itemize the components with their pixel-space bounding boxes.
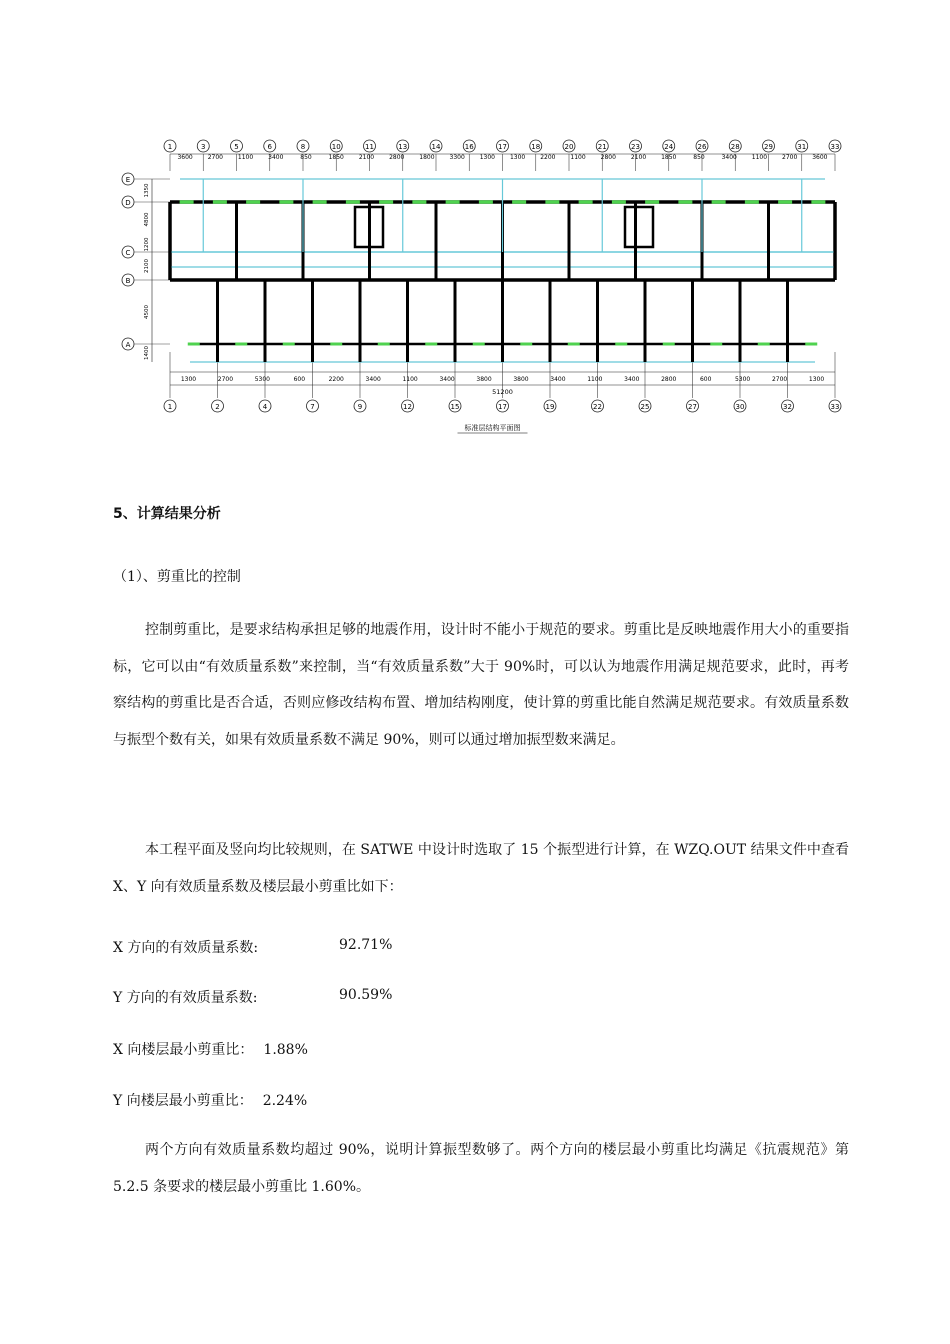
- axis-label: D: [125, 199, 131, 207]
- result-row: [113, 937, 393, 957]
- axis-label: 15: [450, 403, 460, 411]
- dimension-label: 3400: [268, 154, 284, 161]
- result-value: 2.24%: [262, 1093, 308, 1109]
- dimension-label: 1100: [570, 154, 586, 161]
- axis-label: 6: [267, 143, 272, 151]
- dimension-label: 5300: [254, 376, 271, 383]
- section-heading: 5、计算结果分析: [113, 506, 221, 522]
- axis-label: C: [125, 249, 131, 257]
- dimension-label: 2200: [328, 376, 344, 383]
- axis-label: 8: [300, 143, 306, 151]
- axis-label: 32: [783, 403, 792, 411]
- result-value: 92.71%: [339, 937, 393, 953]
- dimension-label: 3400: [439, 376, 455, 383]
- axis-label: 5: [234, 143, 239, 151]
- axis-label: 3: [201, 143, 206, 151]
- dimension-label: 1100: [587, 376, 603, 383]
- result-value: 1.88%: [263, 1042, 308, 1058]
- axis-label: 17: [498, 143, 507, 151]
- axis-label: 11: [365, 143, 374, 151]
- dimension-label: 4500: [144, 305, 150, 319]
- dimension-label: 2100: [630, 154, 647, 161]
- dimension-label: 3800: [513, 376, 529, 383]
- result-row: [113, 1090, 307, 1110]
- dimension-label: 3800: [476, 376, 492, 383]
- dimension-label: 3400: [721, 154, 737, 161]
- dimension-label: 2800: [389, 154, 405, 161]
- elevator-core: [625, 207, 653, 247]
- result-row: [113, 1039, 308, 1059]
- dimension-label: 2700: [207, 154, 223, 161]
- axis-label: 19: [545, 403, 555, 411]
- axis-label: 7: [310, 403, 315, 411]
- dimension-label: 1100: [751, 154, 768, 161]
- dimension-label: 2800: [600, 154, 616, 161]
- axis-label: E: [125, 176, 131, 184]
- dimension-label: 4800: [144, 212, 150, 227]
- dimension-label: 600: [699, 376, 712, 383]
- result-label: Y 向楼层最小剪重比：: [113, 1093, 253, 1109]
- axis-label: 14: [431, 143, 441, 151]
- axis-label: 16: [464, 143, 474, 151]
- subheading: （1）、剪重比的控制: [113, 569, 241, 585]
- axis-label: 1: [167, 143, 173, 151]
- dimension-label: 2100: [144, 259, 150, 273]
- dimension-label: 2100: [358, 154, 375, 161]
- axis-label: 28: [730, 143, 740, 151]
- axis-label: 30: [735, 403, 745, 411]
- axis-label: 31: [797, 143, 807, 151]
- axis-label: B: [125, 277, 131, 285]
- axis-label: 25: [640, 403, 650, 411]
- dimension-label: 2700: [782, 154, 798, 161]
- axis-label: 1: [167, 403, 173, 411]
- dimension-label: 1300: [808, 376, 825, 383]
- axis-label: 24: [664, 143, 674, 151]
- dimension-label: 1100: [237, 154, 254, 161]
- dimension-label: 850: [693, 154, 705, 161]
- dimension-label: 1300: [509, 154, 526, 161]
- dimension-label: 1350: [144, 183, 150, 198]
- dimension-label: 1300: [180, 376, 197, 383]
- paragraph-1: 控制剪重比，是要求结构承担足够的地震作用，设计时不能小于规范的要求。剪重比是反映地震作用大小的重要指标，它可以由“有效质量系数”来控制，当“有效质量系数”大于 90%时，可以认为地震作用满足规范要求，此时，再考察结构的剪重比是否合适，否则应修改结构布置、增加结构刚度，使计算的剪重比能自然满足规范要求。有效质量系数与振型个数有关，如果有效质量系数不满足 90%，则可以通过增加振型数来满足。: [113, 622, 849, 748]
- dimension-label: 1200: [144, 237, 150, 252]
- structural-plan-figure: [110, 132, 850, 442]
- dimension-label: 1850: [328, 154, 344, 161]
- axis-label: 10: [331, 143, 341, 151]
- dimension-label: 2200: [540, 154, 556, 161]
- axis-label: 9: [357, 403, 363, 411]
- axis-label: A: [125, 341, 131, 349]
- axis-label: 12: [403, 403, 412, 411]
- dimension-label: 3400: [550, 376, 566, 383]
- axis-label: 4: [262, 403, 268, 411]
- result-row: [113, 987, 393, 1007]
- axis-label: 18: [531, 143, 541, 151]
- result-label: X 方向的有效质量系数:: [113, 940, 259, 956]
- dimension-label: 2700: [771, 376, 788, 383]
- axis-label: 23: [631, 143, 640, 151]
- axis-label: 2: [215, 403, 220, 411]
- axis-label: 29: [764, 143, 773, 151]
- dimension-label: 3600: [812, 154, 828, 161]
- structural-plan-drawing: [110, 132, 850, 442]
- dimension-label: 1300: [479, 154, 496, 161]
- dimension-label: 2800: [661, 376, 677, 383]
- dimension-label: 1850: [661, 154, 677, 161]
- dimension-label: 1100: [402, 376, 418, 383]
- paragraph-2: 本工程平面及竖向均比较规则，在 SATWE 中设计时选取了 15 个振型进行计算，在 WZQ.OUT 结果文件中查看 X、Y 向有效质量系数及楼层最小剪重比如下：: [113, 842, 849, 895]
- dimension-label: 1800: [419, 154, 435, 161]
- dimension-label: 3400: [624, 376, 640, 383]
- axis-label: 26: [697, 143, 707, 151]
- dimension-label: 1400: [144, 346, 150, 360]
- paragraph-3: 两个方向有效质量系数均超过 90%，说明计算振型数够了。两个方向的楼层最小剪重比均满足《抗震规范》第 5.2.5 条要求的楼层最小剪重比 1.60%。: [113, 1142, 849, 1195]
- total-dimension-label: 51200: [492, 388, 513, 396]
- dimension-label: 3400: [365, 376, 381, 383]
- axis-label: 17: [498, 403, 507, 411]
- axis-label: 33: [830, 403, 840, 411]
- result-label: Y 方向的有效质量系数:: [113, 990, 258, 1006]
- result-label: X 向楼层最小剪重比：: [113, 1042, 254, 1058]
- axis-label: 33: [830, 143, 840, 151]
- axis-label: 13: [398, 143, 408, 151]
- figure-caption: 标准层结构平面图: [464, 424, 521, 432]
- axis-label: 21: [597, 143, 607, 151]
- dimension-label: 5300: [734, 376, 751, 383]
- dimension-label: 600: [293, 376, 306, 383]
- axis-label: 22: [593, 403, 602, 411]
- result-value: 90.59%: [339, 987, 393, 1003]
- dimension-label: 3300: [449, 154, 465, 161]
- dimension-label: 3600: [177, 154, 193, 161]
- dimension-label: 2700: [217, 376, 234, 383]
- dimension-label: 850: [300, 154, 312, 161]
- axis-label: 27: [688, 403, 697, 411]
- axis-label: 20: [564, 143, 574, 151]
